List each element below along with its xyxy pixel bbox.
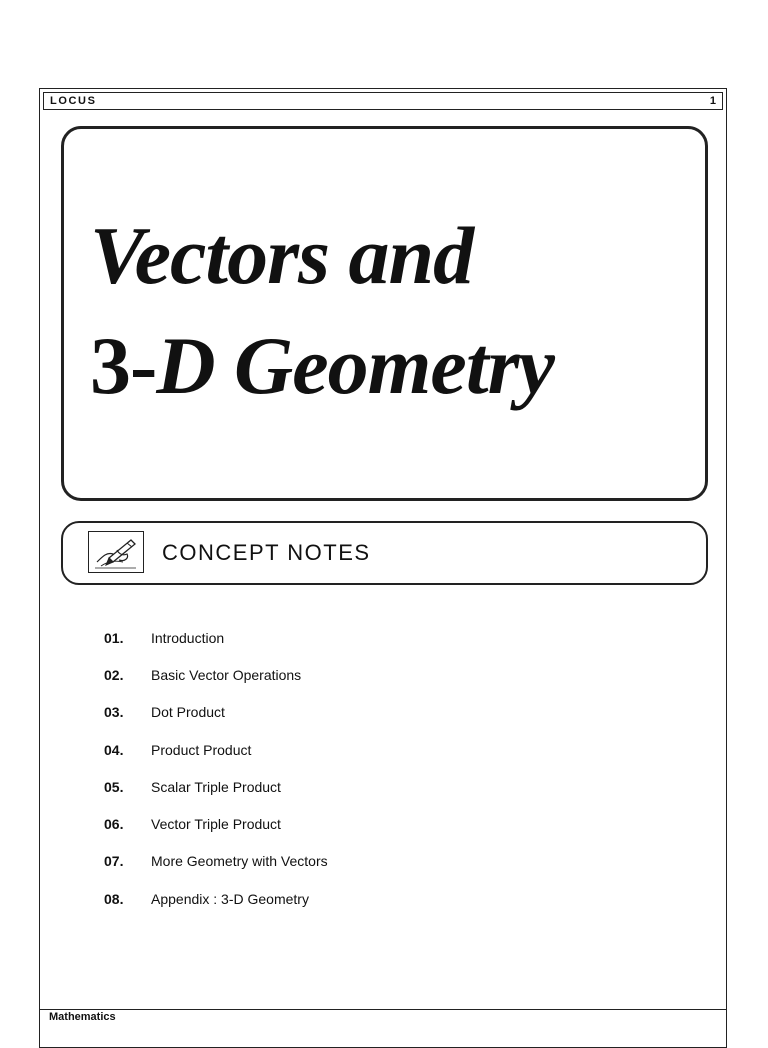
- chapter-title-italic: D Geometry: [156, 320, 554, 411]
- list-item-label: Dot Product: [151, 704, 225, 720]
- concept-notes-label: CONCEPT NOTES: [162, 540, 371, 565]
- list-item-label: Basic Vector Operations: [151, 667, 302, 683]
- list-item-label: Vector Triple Product: [151, 816, 281, 832]
- header-brand: LOCUS: [50, 95, 97, 107]
- list-item: [104, 740, 664, 760]
- pen-writing-icon: [88, 531, 144, 573]
- chapter-title-box: [61, 126, 708, 501]
- chapter-title-prefix: 3-: [90, 320, 157, 411]
- list-item: [104, 889, 664, 909]
- list-item-label: Appendix : 3-D Geometry: [151, 891, 309, 907]
- list-item-label: Product Product: [151, 742, 252, 758]
- list-item-label: More Geometry with Vectors: [151, 853, 328, 869]
- list-item-label: Introduction: [151, 630, 225, 646]
- list-item-number: 01.: [104, 630, 124, 646]
- chapter-title-line-1: Vectors and: [90, 210, 474, 301]
- page-number: 1: [709, 95, 716, 107]
- list-item-number: 05.: [104, 779, 124, 795]
- list-item: [104, 628, 664, 648]
- list-item-label: Scalar Triple Product: [151, 779, 281, 795]
- list-item-number: 06.: [104, 816, 124, 832]
- chapter-title-line-2: [90, 321, 554, 411]
- list-item: [104, 777, 664, 797]
- list-item-number: 08.: [104, 891, 124, 907]
- list-item-number: 02.: [104, 667, 124, 683]
- list-item-number: 03.: [104, 704, 124, 720]
- footer-divider: [39, 1009, 727, 1010]
- list-item: [104, 814, 664, 834]
- running-header: [43, 92, 723, 110]
- footer-subject: Mathematics: [49, 1011, 116, 1023]
- list-item: [104, 702, 664, 722]
- list-item-number: 04.: [104, 742, 124, 758]
- list-item: [104, 851, 664, 871]
- concept-notes-banner: [61, 521, 708, 585]
- list-item-number: 07.: [104, 853, 124, 869]
- list-item: [104, 665, 664, 685]
